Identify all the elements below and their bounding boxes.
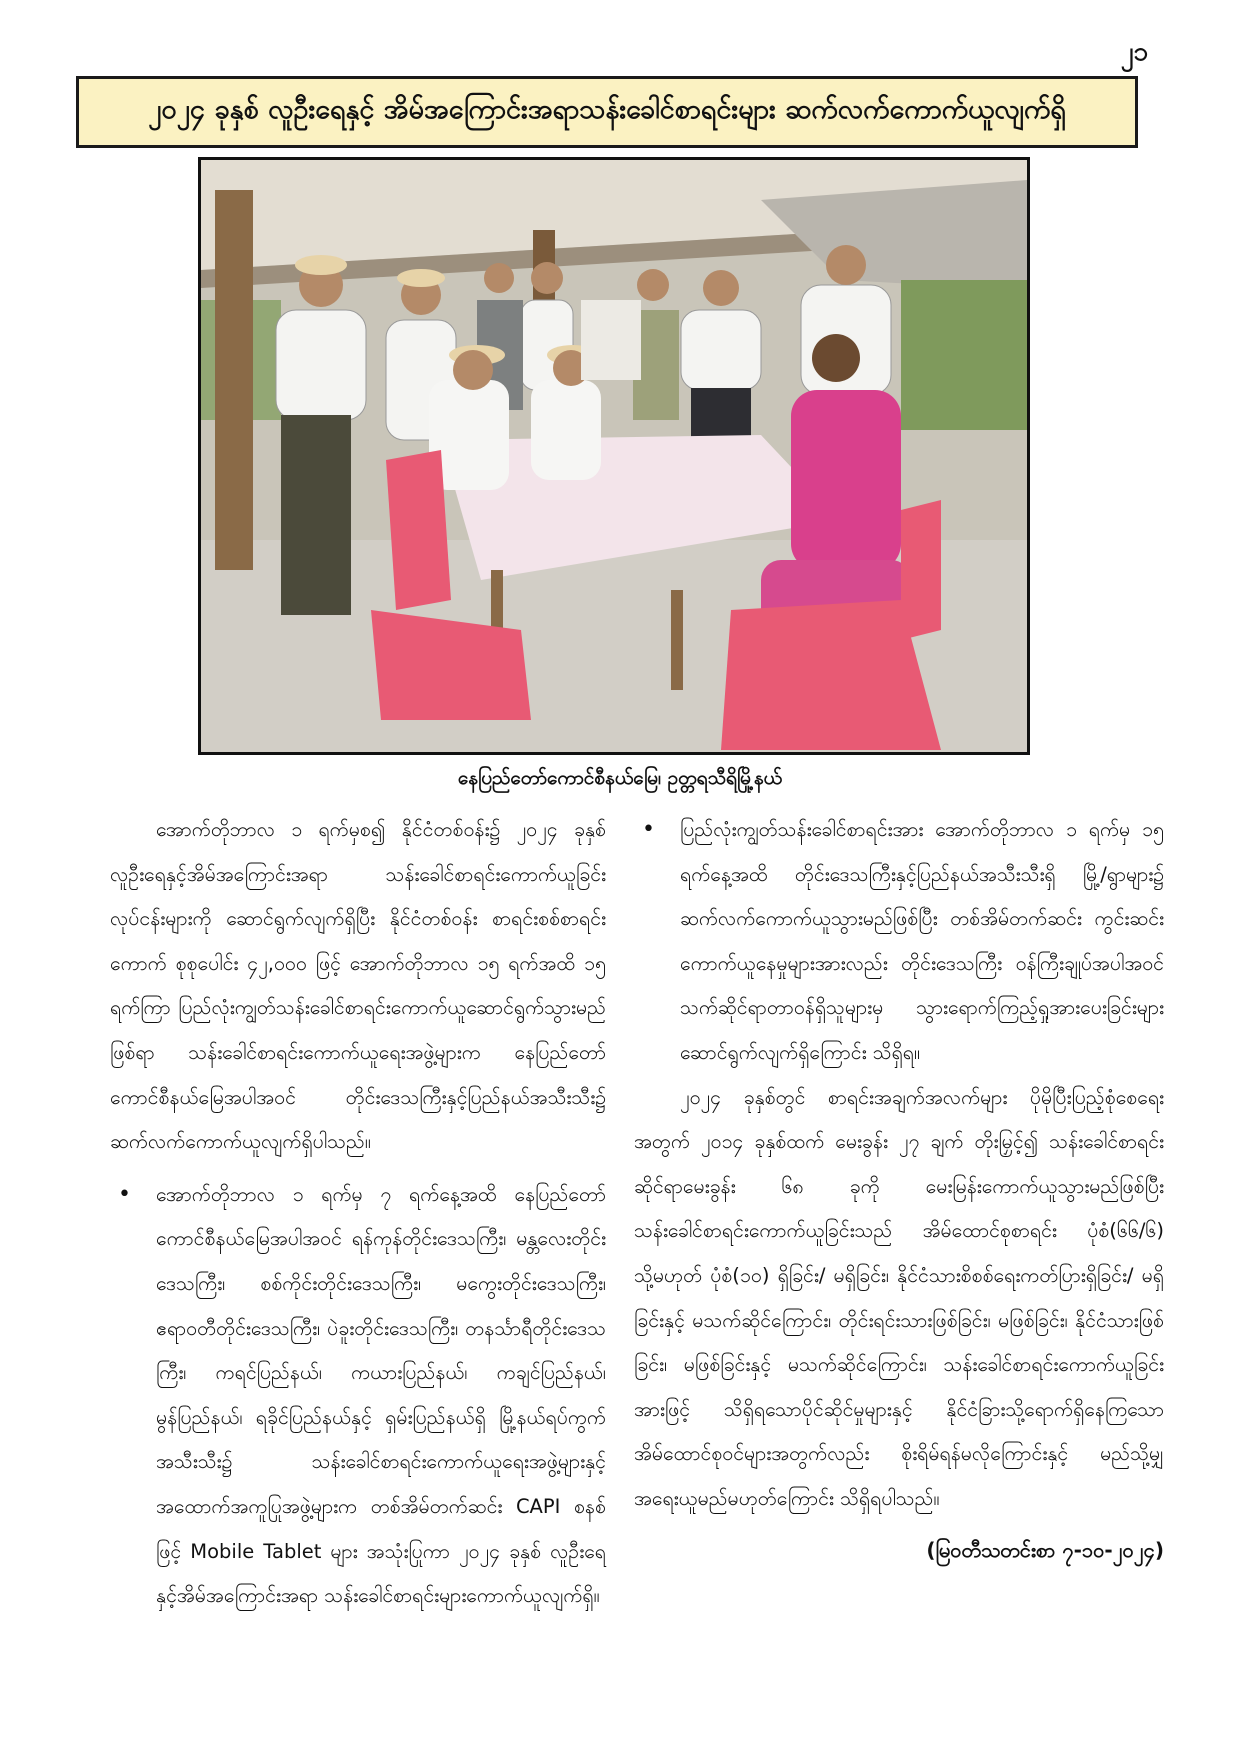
news-photo — [198, 157, 1030, 755]
page-number: ၂၁ — [1120, 37, 1148, 67]
body-paragraph: ၂၀၂၄ ခုနှစ်တွင် စာရင်းအချက်အလက်များ ပိုမိုပြီးပြည့်စုံစေရေးအတွက် ၂၀၁၄ ခုနှစ်ထက် မေးခွန်း ၂၇ ချက် တိုးမြှင့်၍ သန်းခေါင်စာရင်းဆိုင်ရာမေးခွန်း ၆၈ ခုကို မေးမြန်းကောက်ယူသွားမည်ဖြစ်ပြီး သန်းခေါင်စာရင်းကောက်ယူခြင်းသည် အိမ်ထောင်စုစာရင်း ပုံစံ(၆၆/၆) သို့မဟုတ် ပုံစံ(၁၀) ရှိခြင်း/ မရှိခြင်း၊ နိုင်ငံသားစိစစ်ရေးကတ်ပြားရှိခြင်း/ မရှိခြင်းနှင့် မသက်ဆိုင်ကြောင်း၊ တိုင်းရင်းသားဖြစ်ခြင်း၊ မဖြစ်ခြင်း၊ နိုင်ငံသားဖြစ်ခြင်း၊ မဖြစ်ခြင်းနှင့် မသက်ဆိုင်ကြောင်း၊ သန်းခေါင်စာရင်းကောက်ယူခြင်းအားဖြင့် သိရှိရသောပိုင်ဆိုင်မှုများနှင့် နိုင်ငံခြားသို့ရောက်ရှိနေကြသောအိမ်ထောင်စုဝင်များအတွက်လည်း စိုးရိမ်ရန်မလိုကြောင်းနှင့် မည်သို့မျှအရေးယူမည်မဟုတ်ကြောင်း သိရှိရပါသည်။ — [634, 1085, 1164, 1510]
photo-caption: နေပြည်တော်ကောင်စီနယ်မြေ၊ ဥတ္တရသီရိမြို့နယ် — [457, 767, 783, 789]
news-source: (မြဝတီသတင်းစာ ၇-၁၀-၂၀၂၄) — [926, 1537, 1164, 1562]
intro-paragraph: အောက်တိုဘာလ ၁ ရက်မှစ၍ နိုင်ငံတစ်ဝန်း၌ ၂၀၂၄ ခုနှစ် လူဦးရေနှင့်အိမ်အကြောင်းအရာ သန်းခေါင်စာရင်းကောက်ယူခြင်းလုပ်ငန်းများကို ဆောင်ရွက်လျက်ရှိပြီး နိုင်ငံတစ်ဝန်း စာရင်းစစ်စာရင်းကောက် စုစုပေါင်း ၄၂,၀၀၀ ဖြင့် အောက်တိုဘာလ ၁၅ ရက်အထိ ၁၅ ရက်ကြာ ပြည်လုံးကျွတ်သန်းခေါင်စာရင်းကောက်ယူဆောင်ရွက်သွားမည်ဖြစ်ရာ သန်းခေါင်စာရင်းကောက်ယူရေးအဖွဲ့များက နေပြည်တော်ကောင်စီနယ်မြေအပါအဝင် တိုင်းဒေသကြီးနှင့်ပြည်နယ်အသီးသီး၌ ဆက်လက်ကောက်ယူလျက်ရှိပါသည်။ — [110, 818, 606, 1154]
page-title: ၂၀၂၄ ခုနှစ် လူဦးရေနှင့် အိမ်အကြောင်းအရာသန်းခေါင်စာရင်းများ ဆက်လက်ကောက်ယူလျက်ရှိ — [76, 76, 1138, 148]
bullet-paragraph: • ပြည်လုံးကျွတ်သန်းခေါင်စာရင်းအား အောက်တိုဘာလ ၁ ရက်မှ ၁၅ ရက်နေ့အထိ တိုင်းဒေသကြီးနှင့်ပြည်နယ်အသီးသီးရှိ မြို့/ရွာများ၌ ဆက်လက်ကောက်ယူသွားမည်ဖြစ်ပြီး တစ်အိမ်တက်ဆင်း ကွင်းဆင်းကောက်ယူနေမှုများအားလည်း တိုင်းဒေသကြီး ဝန်ကြီးချုပ်အပါအဝင် သက်ဆိုင်ရာတာဝန်ရှိသူများမှ သွားရောက်ကြည့်ရှုအားပေးခြင်းများ ဆောင်ရွက်လျက်ရှိကြောင်း သိရှိရ။ — [634, 808, 1164, 1076]
bullet-paragraph: • အောက်တိုဘာလ ၁ ရက်မှ ၇ ရက်နေ့အထိ နေပြည်တော်ကောင်စီနယ်မြေအပါအဝင် ရန်ကုန်တိုင်းဒေသကြီး၊ မန္တလေးတိုင်းဒေသကြီး၊ စစ်ကိုင်းတိုင်းဒေသကြီး၊ မကွေးတိုင်းဒေသကြီး၊ ဧရာဝတီတိုင်းဒေသကြီး၊ ပဲခူးတိုင်းဒေသကြီး၊ တနင်္သာရီတိုင်းဒေသကြီး၊ ကရင်ပြည်နယ်၊ ကယားပြည်နယ်၊ ကချင်ပြည်နယ်၊ မွန်ပြည်နယ်၊ ရခိုင်ပြည်နယ်နှင့် ရှမ်းပြည်နယ်ရှိ မြို့နယ်ရပ်ကွက်အသီးသီး၌ သန်းခေါင်စာရင်းကောက်ယူရေးအဖွဲ့များနှင့် အထောက်အကူပြုအဖွဲ့များက တစ်အိမ်တက်ဆင်း CAPI စနစ်ဖြင့် Mobile Tablet များ အသုံးပြုကာ ၂၀၂၄ ခုနှစ် လူဦးရေနှင့်အိမ်အကြောင်းအရာ သန်းခေါင်စာရင်းများကောက်ယူလျက်ရှိ။ — [110, 1173, 606, 1619]
article-column-right — [634, 808, 1164, 1572]
article-column-left — [110, 808, 606, 1619]
census-scene-illustration — [201, 160, 1027, 752]
